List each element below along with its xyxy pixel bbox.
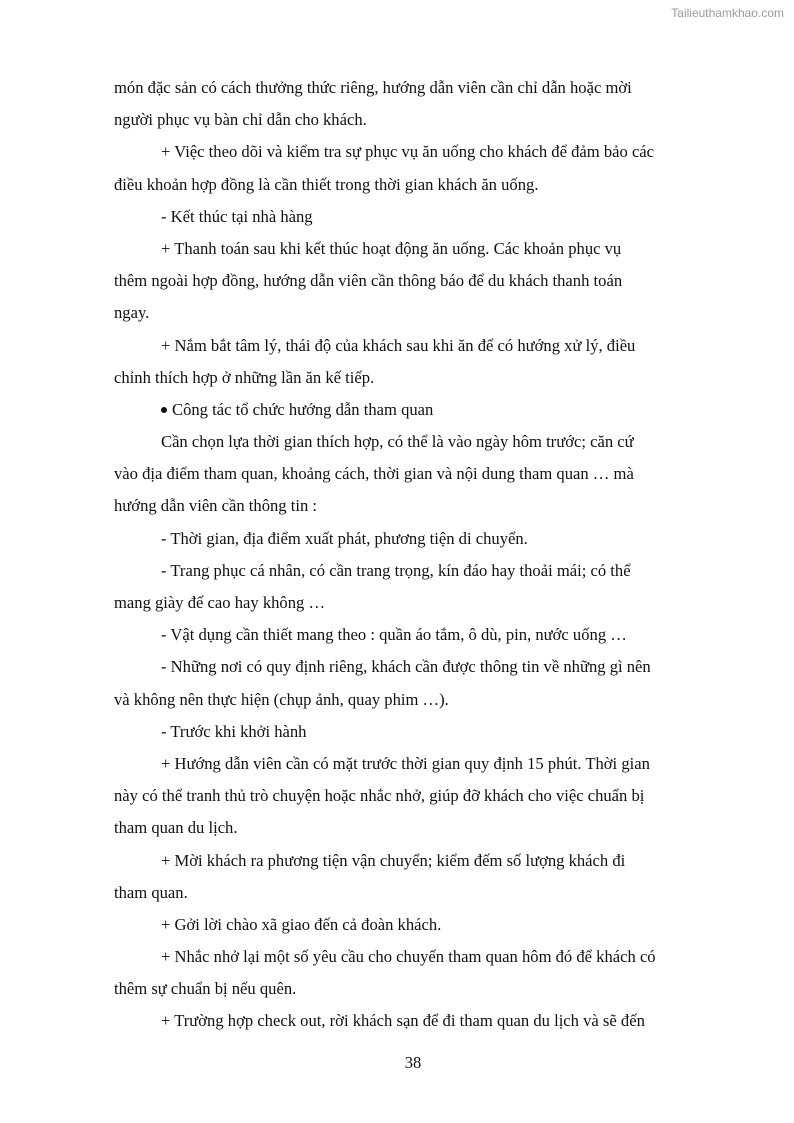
- text-line: tham quan.: [114, 882, 188, 902]
- text-line: - Trước khi khởi hành: [161, 721, 307, 741]
- text-line: hướng dẫn viên cần thông tin :: [114, 496, 318, 516]
- text-line: mang giày đế cao hay không …: [114, 593, 326, 612]
- bullet-icon: [161, 407, 167, 413]
- text-line: thêm ngoài hợp đồng, hướng dẫn viên cần thông báo để du khách thanh toán: [114, 271, 623, 291]
- text-line: + Việc theo dõi và kiểm tra sự phục vụ ăn uống cho khách để đảm bảo các: [161, 142, 655, 162]
- text-line: + Hướng dẫn viên cần có mặt trước thời gian quy định 15 phút. Thời gian: [161, 753, 650, 773]
- text-line: và không nên thực hiện (chụp ảnh, quay phim …).: [114, 689, 449, 709]
- text-line: + Nắm bắt tâm lý, thái độ của khách sau khi ăn để có hướng xử lý, điều: [161, 335, 636, 355]
- text-line: ngay.: [114, 303, 150, 323]
- text-line: - Kết thúc tại nhà hàng: [161, 206, 313, 226]
- text-line: tham quan du lịch.: [114, 818, 238, 838]
- text-line: chỉnh thích hợp ở những lần ăn kế tiếp.: [114, 367, 375, 387]
- text-line: - Trang phục cá nhân, có cần trang trọng, kín đáo hay thoải mái; có thể: [161, 560, 631, 580]
- text-line: này có thể tranh thủ trò chuyện hoặc nhắc nhở, giúp đỡ khách cho việc chuẩn bị: [114, 786, 645, 806]
- text-line: Cần chọn lựa thời gian thích hợp, có thể là vào ngày hôm trước; căn cứ: [161, 432, 634, 452]
- page-body: [114, 72, 724, 1038]
- page-number: 38: [404, 1053, 422, 1072]
- text-line: + Nhắc nhở lại một số yêu cầu cho chuyến tham quan hôm đó để khách có: [161, 947, 656, 967]
- section-heading: [114, 394, 724, 426]
- text-line: + Gởi lời chào xã giao đến cả đoàn khách.: [161, 914, 442, 934]
- watermark: Tailieuthamkhao.com: [671, 6, 784, 20]
- text-line: người phục vụ bàn chỉ dẫn cho khách.: [114, 110, 367, 130]
- section-heading-text: Công tác tổ chức hướng dẫn tham quan: [172, 399, 434, 419]
- text-line: - Những nơi có quy định riêng, khách cần được thông tin về những gì nên: [161, 657, 651, 677]
- text-line: - Thời gian, địa điểm xuất phát, phương tiện di chuyển.: [161, 528, 528, 548]
- text-line: + Thanh toán sau khi kết thúc hoạt động ăn uống. Các khoản phục vụ: [161, 238, 622, 258]
- text-line: thêm sự chuẩn bị nếu quên.: [114, 979, 297, 999]
- text-line: vào địa điểm tham quan, khoảng cách, thời gian và nội dung tham quan … mà: [114, 464, 634, 484]
- text-line: + Mời khách ra phương tiện vận chuyển; kiểm đếm số lượng khách đi: [161, 850, 626, 870]
- text-line: điều khoản hợp đồng là cần thiết trong thời gian khách ăn uống.: [114, 174, 539, 194]
- text-line: món đặc sản có cách thưởng thức riêng, hướng dẫn viên cần chỉ dẫn hoặc mời: [114, 78, 632, 97]
- text-line: + Trường hợp check out, rời khách sạn để đi tham quan du lịch và sẽ đến: [161, 1011, 645, 1031]
- text-line: - Vật dụng cần thiết mang theo : quần áo tắm, ô dù, pin, nước uống …: [161, 625, 627, 645]
